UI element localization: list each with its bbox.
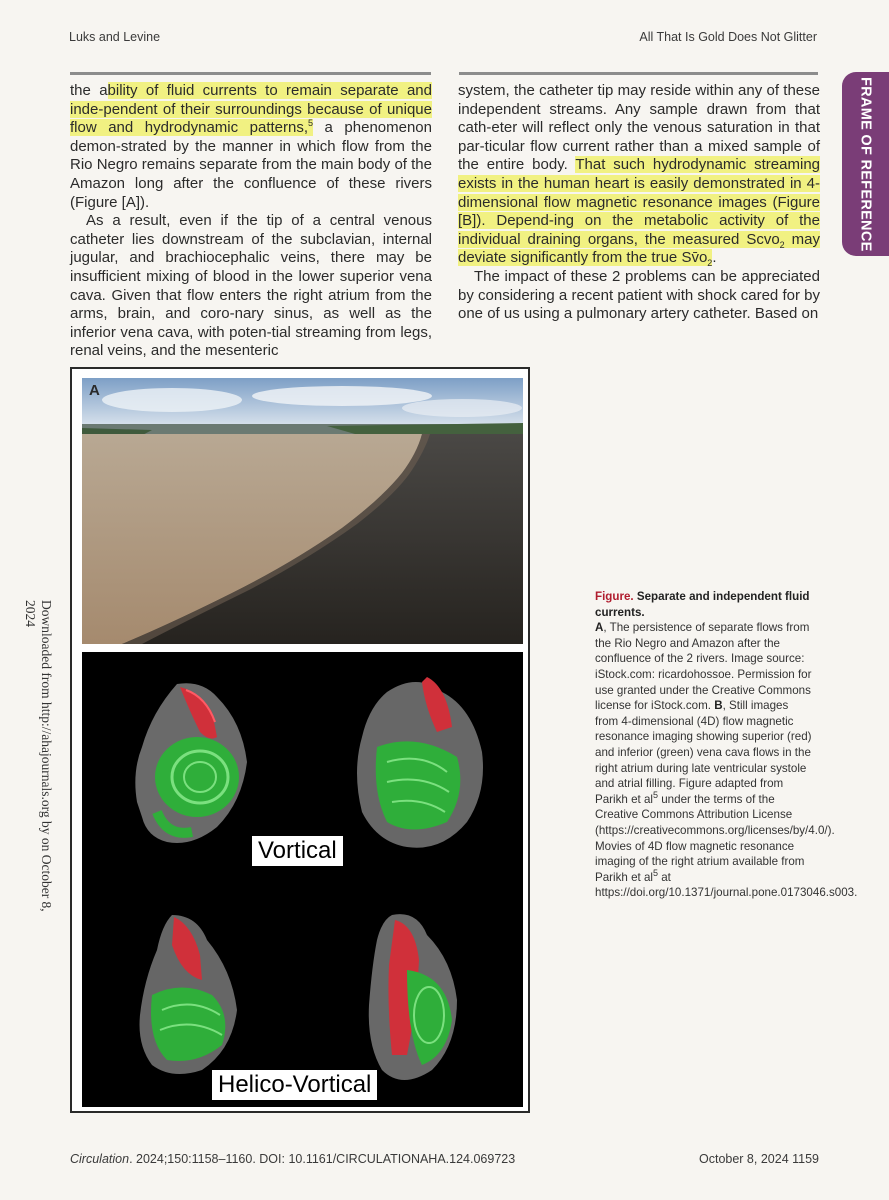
river-confluence-photo	[82, 378, 523, 644]
running-head-right: All That Is Gold Does Not Glitter	[639, 30, 817, 44]
vortical-label: Vortical	[252, 836, 343, 866]
figure	[70, 367, 530, 1113]
paragraph: As a result, even if the tip of a central venous catheter lies downstream of the subclavian, internal jugular, and brachiocephalic veins, there may be insufficient mixing of blood in the lower superior vena cava. Given that flow enters the right atrium from the arms, brain, and coro-nary sinus, as well as the inferior vena cava, with poten-tial streaming from legs, renal veins, and the mesenteric	[70, 212, 432, 360]
mri-flow-panels	[82, 652, 523, 1107]
caption-title: Figure. Separate and independent fluid currents.	[595, 590, 810, 619]
running-head-left: Luks and Levine	[69, 30, 161, 44]
footer-date-page: October 8, 2024 1159	[699, 1152, 819, 1166]
section-tab	[842, 72, 889, 256]
highlight: That such hydrodynamic streaming exists in the human heart is easily demonstrated in 4-dimensional flow magnetic resonance images (Figure [B]). Depend-ing on the metabolic activity of the individual draining organs, the measured Scvo$_2$ may deviate significantly from the true $Sv̄o_2$	[458, 156, 821, 269]
helico-vortical-label: Helico-Vortical	[212, 1070, 377, 1100]
highlight: bility of fluid currents to remain separate and inde-pendent of their surroundings because of unique flow and hydrodynamic patterns,$^5$	[70, 82, 432, 137]
column-rule-right	[459, 72, 818, 75]
panel-a-letter: A	[89, 382, 100, 399]
river-photo-illustration	[82, 378, 523, 644]
figure-caption	[595, 589, 858, 901]
download-note: Downloaded from http://ahajournals.org by on October 8, 2024	[23, 600, 54, 912]
column-rule-left	[70, 72, 431, 75]
paragraph: system, the catheter tip may reside within any of these independent streams. Any sample drawn from that cath-eter will reflect only the venous saturation in that par-ticular flow current rather than a mixed sample of the entire body. That such hydrodynamic streaming exists in the human heart is easily demonstrated in 4-dimensional flow magnetic resonance images (Figure [B]). Depend-ing on the metabolic activity of the individual draining organs, the measured Scvo$_2$ may deviate significantly from the true $Sv̄o_2$.	[458, 82, 821, 269]
footer-citation: Circulation. 2024;150:1158–1160. DOI: 10.1161/CIRCULATIONAHA.124.069723	[70, 1152, 516, 1166]
body-column-left	[70, 82, 432, 361]
paragraph: The impact of these 2 problems can be appreciated by considering a recent patient with shock cared for by one of us using a pulmonary artery catheter. Based on	[458, 267, 820, 323]
section-tab-label: FRAME OF REFERENCE	[857, 76, 874, 252]
paragraph: the ability of fluid currents to remain separate and inde-pendent of their surroundings because of unique flow and hydrodynamic patterns,$^5$ a phenomenon demon-strated by the manner in which flow from the Rio Negro remains separate from the main body of the Amazon long after the confluence of these rivers (Figure [A]).	[70, 82, 432, 211]
body-column-right	[458, 82, 820, 324]
caption-body: A, The persistence of separate flows from the Rio Negro and Amazon after the confluence of the 2 rivers. Image source: iStock.com: ricardohossoe. Permission for use granted under the Creative Commons license for iStock.com. B, Still images from 4-dimensional (4D) flow magnetic resonance imaging showing superior (red) and inferior (green) vena cava flows in the right atrium during late ventricular systole and atrial filling. Figure adapted from Parikh et $al^5$ under the terms of the Creative Commons Attribution License (https://creativecommons.org/licenses/by/4.0/). Movies of 4D flow magnetic resonance imaging of the right atrium available from Parikh et $al^5$ at https://doi.org/10.1371/journal.pone.0173046.s003.	[595, 621, 858, 900]
